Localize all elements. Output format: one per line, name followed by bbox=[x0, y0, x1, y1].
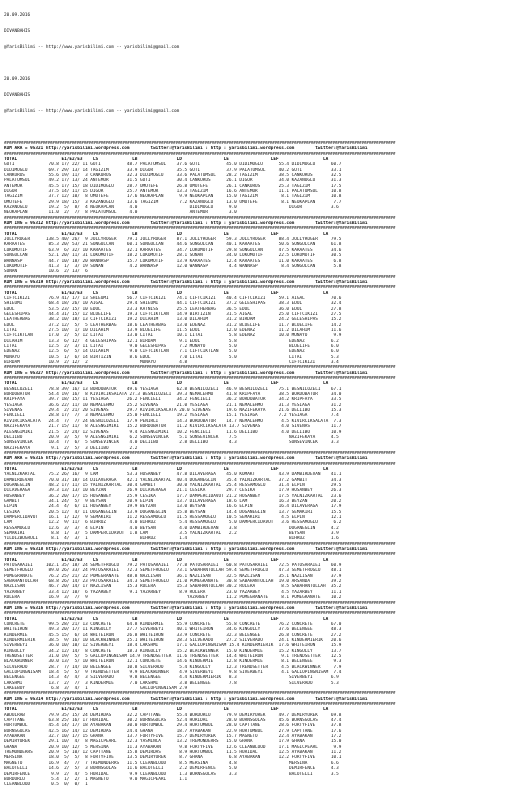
table-row: YESIAGA 36.6 22/ 11/ 10 NEMALEHMO 25.2 SIVENAS 21.0 YESIAGA 21.1 NEMALEHMO 31.3 YESIAGA 31.2 bbox=[4, 402, 342, 408]
table-row: POMEGRANATE 76.2 25/ 21/ 22 POMEGRANATE 48.8 NAZLISAN 36.1 NAZLISAN 32.5 NAZLISAN 35.1 NAZLISAN 37.9 bbox=[4, 573, 342, 579]
program-printout bbox=[4, 0, 524, 793]
table-row: SHIEUMI 68.4 18/ 26/ 10 AIGAL 29.4 SHIEUMI 44.1 CIFTCIKIZI 37.2 GELESHIPAS 38.3 EDUL 32.4 bbox=[4, 301, 342, 307]
column-headers: TOTAL E1/E2/E3 LS LB LD LE LEF LA bbox=[4, 381, 329, 387]
table-row: DILAHIM 13.3 6/ 12/ 4 GELESHIPAS 12.1 BIRDAM 9.1 EDUL 5.8 EDENAZ 6.2 bbox=[4, 338, 339, 344]
table-row: CONCRETE 99.5 28/ 21/ 13 CONCRETE 64.8 KINDERMIE 55.9 CONCRETE 55.8 CONCRETE 76.2 CONCRETE 67.0 bbox=[4, 621, 342, 627]
table-row: SONSEVINCEK 10.4 7/ 6/ 5 SONSEVINCEK 4.0 DELIIBO 2.8 DELIIBO 4.3 SONSEVINCEK 3.3 bbox=[4, 440, 339, 446]
separator-rule: ################################################################################################################################################################## bbox=[4, 541, 396, 547]
spacer bbox=[4, 61, 524, 66]
race-block bbox=[4, 691, 524, 787]
table-row: ABDULRAB 79.9 35/ 15/ 24 DEMIRDAS 32.2 CAPTTANE 55.4 BURDURLU 79.9 DEMIRYUREK 49.7 DEMIRYUREK 69.8 bbox=[4, 712, 342, 718]
table-row: CLEANBLOOD 0.5 0/ 0/ 1 bbox=[4, 782, 88, 788]
table-row: HOSANBEY 36.2 20/ 17/ 15 HOSANBEY 25.9 CESIKA 17.7 DAMPERCIDAVUT 21.2 HOSANBEY 17.5 YALNIZKARTAL 23.6 bbox=[4, 493, 342, 499]
separator-rule: ################################################################################################################################################################## bbox=[4, 140, 396, 146]
table-row: GHANA 20.9 10/ 12/ 5 MERSINA 11.3 AYABAKAN 9.8 FORTYFIVE 12.6 CLEANBLOOD 17.1 MAGICPEARL 9.9 bbox=[4, 744, 342, 750]
separator-rule: ################################################################################################################################################################## bbox=[4, 365, 396, 371]
table-row: FENCIELI 28.8 17/ 7/ 3 NEMALEHMO 25.0 FENCIELI 19.2 YESIAGA 15.1 YESIAGA 7.2 YESIAGA 7.4 bbox=[4, 413, 339, 419]
table-row: CIFTCIKIZI 76.9 41/ 17/ 13 SHIEUMI 56.7 CIFTCIKIZI 74.1 CIFTCIKIZI 40.4 CIFTCIKIZI 59.1 AIGAL 70.6 bbox=[4, 295, 342, 301]
table-row: AYABAKAN 32.7 10/ 17/ 15 GHANA 13.7 FORTYFIVE 15.7 DEMIRYUREK 15.7 MAGNETO 22.4 AYABAKAN 17.2 bbox=[4, 734, 342, 740]
separator-rule: ################################################################################################################################################################## bbox=[4, 376, 396, 382]
table-row: LAKEEBOY 6.8 3/ 4/ 1 GALLOPINGNISAM 2.9 bbox=[4, 686, 188, 691]
table-row: SEMETFROGLU 89.0 26/ 33/ 24 PATOSARAIEI 72.3 SEMETFROGLU 73.1 SABAHANTOLLAH 59.4 SEMETFROGLU 47.3 SEMETFROGLU 48.1 bbox=[4, 568, 342, 574]
credit-line: @YarisBilimi -- http://www.yarisbilimi.com -- yarisbilimi@gmail.com bbox=[4, 44, 180, 50]
table-row: UMUTEFE 29.9 18/ 15/ 3 KAZANOGLU 13.6 TAGIZIM 7.2 KAZANOGLU 13.0 UMUTEFE 8.1 NEOKAPLAN 7.7 bbox=[4, 199, 342, 205]
separator-rule: ################################################################################################################################################################## bbox=[4, 552, 396, 558]
table-row: NAZIFEKAYA 9.1 2/ 5/ 3 DELIIBO 2.2 bbox=[4, 445, 138, 451]
table-row: LAKSHMI 13.7 2/ 7/ 3 KINDERMIE 7.0 LAKSHMI 3.8 BELENGEE 7.8 SILVERADO 5.3 bbox=[4, 680, 339, 686]
brand-line-2: DIVANBAHIS bbox=[4, 92, 31, 98]
separator-rule: ################################################################################################################################################################## bbox=[4, 151, 396, 157]
table-row: SABAHANTOLLAH 68.8 26/ 14/ 23 PATOSARAIEI 34.3 SEMETFROGLU 21.0 POMEGRANATE 30.8 SABAHANTOLLAH 19.0 ARSANDA 39.2 bbox=[4, 579, 342, 585]
table-row: NAZLISAN 46.7 20/ 14/ 17 NAZLISAN 15.3 RULERA 15.3 SABAHANTOLLAH 30.2 RULERA 8.5 SABAHANTOLLAH 35.2 bbox=[4, 584, 342, 590]
race-block bbox=[4, 601, 524, 692]
race-block bbox=[4, 451, 524, 542]
table-row: BORDOBATUR 54.4 19/ 16/ 8 KIVIRCIKSALATA 27.3 BESNILOZELI 39.3 NEMALEHMO 41.8 KRIPFAYA 38.5 BORDOBATUR 34.0 bbox=[4, 392, 342, 398]
column-headers: TOTAL E1/E2/E3 LS LB LD LE LEF LA bbox=[4, 231, 329, 237]
column-headers: TOTAL E1/E2/E3 LS LB LD LE LEF LA bbox=[4, 466, 329, 472]
separator-rule: ################################################################################################################################################################## bbox=[4, 600, 396, 606]
table-row: CAPTTANE 63.8 25/ 16/ 17 HURIDAL 30.2 BURNSGOLAS 52.4 HURIDAL 28.0 BURNSGOLAS 45.6 BURNSGOLAS 47.4 bbox=[4, 718, 342, 724]
race-title: KUM ARA = 95315 http://yarisbilimi.wordpress.com twitter:@YarisBilimi : http : yarisbilimi.wordpress.com twitter:@YarisBilimi bbox=[4, 456, 368, 462]
table-row: KINGULLY 34.2 12/ 14/ 8 CONCRETE 18.3 KINGULLY 15.2 BLACKWINNER 15.0 KINDERMIE 15.2 KINGULLY 13.7 bbox=[4, 648, 342, 654]
table-row: GUTI 70.8 17/ 22/ 11 GUTI 48.7 PALATUMSUL 37.6 GUTI 45.0 DIDIMOGLU 55.4 DIDIMOGLU 60.7 bbox=[4, 162, 342, 168]
table-row: HURTUMBUL 45.4 14/ 17/ 18 AYABAKAN 30.0 HURTUMBUL 29.4 HURTUMBUL 28.0 CAPTTANE 28.6 FORTYFIVE 37.8 bbox=[4, 723, 342, 729]
separator-rule: ################################################################################################################################################################## bbox=[4, 691, 396, 697]
table-row: PALATUMSUL 49.2 17/ 13/ 24 ANTEMUR 31.5 GUTI 30.4 CANKURUS 26.1 DIGOR 34.0 KAZANOGLU 31.3 bbox=[4, 178, 342, 184]
table-row: YALNIZKARTAL 75.2 26/ 16/ 9 LAM 53.3 HOSANBEY 47.8 DILAVERAGA 45.0 KOMAKT 43.9 DAMBIRDEVAN 41.1 bbox=[4, 472, 342, 478]
table-row: WANNASP 44.7 10/ 18/ 20 WANNASP 15.7 LOKOMOTIF 13.9 KARAATES 12.4 KARAATES 11.0 KARAATES 6.8 bbox=[4, 258, 342, 264]
table-row: JOLLYROGER 138.5 40/ 26/ 9 JOLLYROGER 79.1 JOLLYROGER 87.1 JOLLYROGER 59.3 JOLLYROGER 88.4 JOLLYROGER 79.5 bbox=[4, 237, 342, 243]
table-row: CANKURUS 55.6 19/ 11/ 3 CANKURUS 32.3 DIDIMOGLU 33.6 PALATUMSUL 28.2 TAGIZIM 38.5 CANKURUS 32.5 bbox=[4, 173, 342, 178]
table-row: GELESHIPAS 44.4 31/ 15/ 12 BLUELIFE 19.3 CIFTCIKTLAN 14.9 BIRTIZIN 31.5 AIGAL 25.0 CIFTCIKIZI 27.5 bbox=[4, 311, 342, 317]
table-row: CIFTCIKTLAN 17.0 2/ 5/ 12 LITAI 13.0 LITAI 10.1 LITAI 5.8 EDENAZ 10.0 MUNAYO 9.9 bbox=[4, 333, 342, 339]
table-row: PATOSARAIEI 102.1 35/ 18/ 24 SEMETFROGLU 79.2 PATOSARAIEI 77.8 PATOSARAIEI 60.8 PATOSARAIEI 72.5 PATOSARAIEI 60.9 bbox=[4, 563, 342, 569]
race-title: KUM ARA = 95321 http://yarisbilimi.wordpress.com twitter:@YarisBilimi : http : yarisbilimi.wordpress.com twitter:@YarisBilimi bbox=[4, 146, 368, 152]
separator-rule: ################################################################################################################################################################## bbox=[4, 611, 396, 617]
separator-rule: ################################################################################################################################################################## bbox=[4, 461, 396, 467]
table-row: NEOKAPLAN 11.0 2/ 7/ 8 PALATUMSUL 4.0 ANTEMUR 3.0 bbox=[4, 210, 237, 216]
table-row: EDUL 37.2 12/ 5/ 5 LEATHERBAG 18.6 LEATHERBAG 13.0 EDENAZ 31.2 BLUELIFE 11.7 BLUELIFE 14.2 bbox=[4, 322, 342, 328]
table-row: BURNSGOLAS 42.5 16/ 14/ 12 DEMIRDAS 24.4 GHANA 18.7 AYABAKAN 22.9 HURTUMBUL 27.9 CAPTTANE 17.6 bbox=[4, 728, 342, 734]
table-row: LAM 12.2 9/ 11/ 6 BIHRUZ 4.0 BIHRUZ 5.4 RESSAMOGLU 5.0 DAMPERCIDAVUT 3.6 RESSAMOGLU 6.2 bbox=[4, 520, 342, 526]
spacer bbox=[4, 125, 524, 130]
table-row: SUNAN 10.6 2/ 13/ 6 bbox=[4, 269, 88, 275]
table-row: DOGANEGLIN 48.2 17/ 11/ 15 YALNIZKARTAL 30.4 GAMBIT 30.0 YALNIZKARTAL 25.4 RESSAMOGLU 31.4 ELPIN 29.5 bbox=[4, 482, 342, 488]
separator-rule: ################################################################################################################################################################## bbox=[4, 702, 396, 708]
table-row: LITAI 12.5 2/ 3/ 11 LITAI 9.0 GELESHIPAS 7.2 MUNAYO 5.0 BLUELIFE 6.0 bbox=[4, 344, 339, 349]
table-row: DIGOR 37.5 14/ 11/ 15 DIGOR 25.7 ANTEMUR 13.3 TAGIZIM 16.6 ANTEMUR 11.1 PALATUMSUL 10.8 bbox=[4, 189, 342, 195]
table-row: SIVERBEYI 36.0 10/ 10/ 12 SIVERBEYI 18.4 LAKSHMI 17.1 GALLOPINGNISAM 15.4 KINDERMIERIK 17.6 WHITEIRON 15.9 bbox=[4, 643, 342, 649]
race-title: KUM ING = 95327 http://yarisbilimi.wordpress.com twitter:@YarisBilimi : http : yarisbilimi.wordpress.com twitter:@YarisBilimi bbox=[4, 370, 368, 376]
table-row: TAGIZIM 37.7 12/ 10/ 8 UMUTEFE 17.6 NEOKAPLAN 9.9 NEOKAPLAN 15.0 TAGIZIM 8.1 TAGIZIM 10.8 bbox=[4, 194, 342, 200]
table-row: MUNAYO 10.5 1/ 6/ 14 BIRTIZIN 8.6 EDUL 7.0 LITAI 5.0 LITAI 5.3 bbox=[4, 354, 339, 360]
table-row: DIDIMOGLU 69.7 29/ 13/ 14 TAGIZIM 33.9 DIGOR 35.5 GUTI 37.9 PALATUMSUL 40.2 GUTI 33.1 bbox=[4, 167, 342, 173]
table-row: EDUL 53.5 23/ 15/ 10 EDUL 23.3 KATNISS 25.5 LEATHERBAG 36.5 EDUL 36.0 EDUL 27.8 bbox=[4, 306, 342, 312]
table-row: LOKOMOTIF 41.3 1/ 3/ 19 SUNAN 4.2 WANNASP 12.0 WANNASP 4.4 WANNASP 8.4 SONGULCAN 5.8 bbox=[4, 263, 342, 269]
brand-line: DIVANBAHIS bbox=[4, 28, 31, 34]
table-row: SONGULCAN 52.1 20/ 11/ 31 LOKOMOTIF 18.2 LOKOMOTIF 28.1 SUNAN 34.0 LOKOMOTIF 22.5 LOKOMOTIF 30.5 bbox=[4, 253, 342, 259]
race-block bbox=[4, 275, 524, 366]
table-row: MERSINA 18.0 5/ 5/ 8 FORTYFIVE 13.5 DEMIRYUREK 8.7 GHANA 6.8 AYABAKAN 12.2 FORTYFIVE 10.1 bbox=[4, 755, 342, 761]
table-row: DAMPERCIDAVUT 16.1 1/ 12/ 9 SEMAKIRI 11.2 RESSAMOGLU 11.5 RESSAMOGLU 10.5 SEMAKIRI 4.5 ELPIN 12.1 bbox=[4, 515, 342, 520]
column-headers: TOTAL E1/E2/E3 LS LB LD LE LEF LA bbox=[4, 616, 329, 622]
race-title: KUM ING = 95314 http://yarisbilimi.wordpress.com twitter:@YarisBilimi : http : yarisbilimi.wordpress.com twitter:@YarisBilimi bbox=[4, 696, 368, 702]
race-block bbox=[4, 141, 524, 216]
table-row: YILDIZBUGRULI 8.1 4/ 3/ 1 BIHRUZ 1.4 BIHRUZ 1.6 bbox=[4, 536, 339, 542]
table-row: GALLOPINGNISAM 18.4 5/ 5/ 9 TRENDSETTER 9.9 BLACKWINNER 4.9 SIVERBEYI 9.8 SIVERBEYI 4.1 GALLOPINGNISAM 7.4 bbox=[4, 669, 342, 675]
table-row: CESIKA 20.5 12/ 4/ 11 DOGANEGLIN 13.9 DOGANEGLIN 15.8 BEYSAN 14.4 DOGANEGLIN 13.7 SEMAKIRI 15.5 bbox=[4, 509, 342, 515]
table-row: TRENDSETTER 31.0 19/ 5/ 5 GALLOPINGNISAM 14.9 TRENDSETTER 11.6 TRENDSETTER 14.4 WHITEIRON 9.1 TRENDSETTER 12.5 bbox=[4, 653, 342, 659]
race-tables bbox=[4, 141, 524, 788]
race-block bbox=[4, 365, 524, 451]
credit-line-2: @YarisBilimi -- http://www.yarisbilimi.com -- yarisbilimi@gmail.com bbox=[4, 108, 180, 114]
table-row: SILVERADO 28.7 7/ 14/ 10 BELENGEE 10.8 SILVERADO 5.4 KINGULLY 12.3 TRENDSETTER 4.5 BLACKWINNER 7.9 bbox=[4, 664, 342, 670]
column-headers: TOTAL E1/E2/E3 LS LB LD LE LEF LA bbox=[4, 557, 329, 563]
table-row: WHITEIRON 49.3 20/ 17/ 11 KINGULLY 27.7 SIVERBEYI 40.1 WHITEIRON 34.6 KINGULLY 37.6 BELENGEE 48.3 bbox=[4, 627, 342, 633]
race-block bbox=[4, 216, 524, 275]
table-row: LOKOMOTIF 63.9 6/ 32/ 10 KARAATES 32.1 KARAATES 34.7 LOKOMOTIF 29.8 SONGULCAN 47.5 KARAATES 34.6 bbox=[4, 247, 342, 253]
column-headers: TOTAL E1/E2/E3 LS LB LD LE LEF LA bbox=[4, 156, 329, 162]
table-row: ELPIN 24.4 4/ 6/ 11 HOSANBEY 19.9 BEYZAN 13.0 BEYSAN 16.6 ELPIN 16.4 DILAVERAGA 17.9 bbox=[4, 504, 342, 510]
table-row: KARAATES 85.3 20/ 53/ 21 SONGULCAN 60.1 SONGULCAN 44.6 SONGULCAN 40.1 KARAATES 50.6 SONGULCAN 61.8 bbox=[4, 242, 342, 248]
table-row: BLACKWINNER 30.0 13/ 5/ 10 WHITEIRON 12.1 CONCRETE 14.6 KINDERMIE 12.8 KINDERMIE 8.1 BELENGEE 9.3 bbox=[4, 659, 342, 665]
separator-rule: ################################################################################################################################################################## bbox=[4, 285, 396, 291]
table-row: LEATHERBAG 38.2 10/ 18/ 13 CIFTCIKIZI 19.2 DILAHIM 13.0 DILAHIM 31.2 BIRDAM 24.2 GELESHIPAS 15.2 bbox=[4, 317, 342, 323]
column-headers: TOTAL E1/E2/E3 LS LB LD LE LEF LA bbox=[4, 290, 329, 296]
separator-rule: ################################################################################################################################################################## bbox=[4, 215, 396, 221]
table-row: DAMBIRDEVAN 70.0 31/ 18/ 14 DILAVERAGA 42.1 YALNIZKARTAL 40.4 DOGANEGLIN 35.4 YALNIZKARTAL 37.2 GAMBIT 34.3 bbox=[4, 477, 342, 483]
table-row: BESNILOZELI 78.8 39/ 16/ 13 BORDOBATUR 49.6 YESIAGA 62.8 BESNILOZELI 46.9 BESNILOZELI 75.1 BESNILOZELI 67.1 bbox=[4, 386, 342, 392]
race-title: KUM ING = 95316 http://yarisbilimi.wordpress.com twitter:@YarisBilimi : http : yarisbilimi.wordpress.com twitter:@YarisBilimi bbox=[4, 605, 368, 611]
race-title: KUM ING = 95312 http://yarisbilimi.wordpress.com twitter:@YarisBilimi : http : yarisbilimi.wordpress.com twitter:@YarisBilimi bbox=[4, 221, 368, 227]
table-row: MAGNETO 16.9 4/ 7/ 7 TREMONDERRS 11.5 CLEANBLOOD 8.5 MERSINA 4.8 MERSINA 6.6 bbox=[4, 760, 339, 766]
table-row: BALOTELLI 14.6 2/ 5/ 3 BURNSGOLAS 11.6 BALOTELLI 2.2 DEMIRFENCE 5.0 DEMIRFENCE 4.3 bbox=[4, 766, 339, 772]
table-row: DILAVERAGA 39.3 13/ 13/ 10 BEYZAN 26.9 DILAVERAGA 21.1 CESIKA 29.7 CESIKA 17.9 HOSANBEY 26.3 bbox=[4, 488, 342, 494]
table-row: KIVIRCIKSALATA 24.4 7/ 7/ 24 BESNILOZELI 17.9 PENIRLI 14.3 BORDOBATUR 14.7 NEMALEHMO 4.5 KIVIRCIKSALATA 7.3 bbox=[4, 418, 342, 424]
table-row: BIRDAM 10.9 2/ 12/ 2 MUNAYO 4.8 CIFTCIKIZI 3.4 bbox=[4, 360, 339, 366]
table-row: GAMBIT 34.1 24/ 5/ 9 BEYSAN 20.9 ELPIN 13.7 DILAVERAGA 18.6 LAM 16.3 BEYZAN 20.2 bbox=[4, 498, 342, 504]
date-line-2: 20.09.2016 bbox=[4, 76, 31, 82]
table-row: SEMAKIRI 8.8 1/ 3/ 5 DAMPERCIDAVUT 1.8 LAM 3.5 YALNIZKARTAL 2.2 BEYSAN 3.9 bbox=[4, 531, 339, 537]
table-row: LITAI 27.5 10/ 1/ 10 DILAHIM 13.9 BLUELIFE 11.5 EDUL 12.0 EDENAZ 11.2 DILAHIM 11.6 bbox=[4, 327, 342, 333]
table-row: NAZIFEKAYA 21.7 15/ 11/ 8 ALESNGIMIKI 15.2 BORDOBATUR 11.2 KIVIRCIKSALATA 13.7 SIVENAS 4.0 SIVENAS 11.7 bbox=[4, 424, 342, 430]
separator-rule: ################################################################################################################################################################## bbox=[4, 226, 396, 232]
table-row: RESSAMOGLU 12.6 3/ 3/ 4 ELPIN 4.0 BEYSAN 4.0 DAMBIRDEVAN 3.8 DOGANEGLIN 4.2 bbox=[4, 525, 339, 531]
separator-rule: ################################################################################################################################################################## bbox=[4, 450, 396, 456]
column-headers: TOTAL E1/E2/E3 LS LB LD LE LEF LA bbox=[4, 707, 329, 713]
separator-rule: ################################################################################################################################################################## bbox=[4, 274, 396, 280]
race-block bbox=[4, 542, 524, 601]
table-row: BELENGEE 14.3 4/ 4/ 3 SILVERADO 9.8 BELENGEE 4.4 KINDERMIERIK 8.3 SIVERBEYI 6.9 bbox=[4, 675, 339, 681]
table-row: DELIIBO 20.9 3/ 5/ 9 ALESNGIMIKI 6.2 SONSEVINCEK 5.1 SONSEVINCEK 7.5 NAZIFEKAYA 4.5 bbox=[4, 434, 339, 440]
table-row: TREMONDERRS 20.9 5/ 10/ 12 CAPTTANE 15.8 DEMIRDAS 8.9 HURTUMBUL 11.5 HURIDAL 12.5 AYABAKAN 11.2 bbox=[4, 750, 342, 756]
table-row: KINDERMIERIK 38.5 9/ 16/ 10 BLACKWINNER 25.1 WHITEIRON 28.3 SILVERADO 27.2 SILVERADO 24.1 KINDERMIERIK 20.6 bbox=[4, 637, 342, 643]
table-row: KINDERMIE 45.5 15/ 6/ 14 WHITEIRON 26.8 WHITEIRON 33.9 CONCRETE 32.3 BELENGEE 26.8 CONCRETE 27.2 bbox=[4, 632, 342, 638]
table-row: DEMIRFENCE 9.9 2/ 4/ 5 HURIDAL 9.9 CLEANBLOOD 1.3 BURNSGOLAS 3.3 BALOTELLI 3.5 bbox=[4, 771, 339, 777]
table-row: DEMIRYUREK 29.1 10/ 4/ 8 MAGICPEARL 12.3 YASMINCA 13.2 TREMONDERRS 15.0 GHANA 17.9 GHANA 15.0 bbox=[4, 739, 342, 745]
table-row: ALESNGIMIKI 21.5 2/ 24/ 12 SIVENAS 9.4 ALESNGIMIKI 10.2 FENCIELI 11.6 DELIIBO 4.0 DELIIBO 10.9 bbox=[4, 429, 342, 435]
date-line: 20.09.2016 bbox=[4, 12, 31, 18]
table-row: YAZARBEY 33.4 12/ 10/ 6 YAZARBEY 9.1 YAZARBEY 8.9 RULERA 23.0 YAZARBEY 4.5 YAZARBEY 11.1 bbox=[4, 589, 342, 595]
table-row: KRIPFAYA 39.7 18/ 15/ 11 YESIAGA 26.2 FENCIELI 34.2 FENCIELI 36.2 BORDOBATUR 34.2 KRIPFAYA 33.5 bbox=[4, 397, 342, 403]
table-row: ANTEMUR 45.5 17/ 15/ 18 DIDIMOGLU 28.7 UMUTEFE 26.8 UMUTEFE 26.1 CANKURUS 25.3 TAGIZIM 17.5 bbox=[4, 183, 342, 189]
table-row: BURDURLU 5.4 1/ 2/ 1 MAGNETO 9.0 MAGICPEARL 1.1 bbox=[4, 776, 188, 782]
table-row: RULERA 16.9 3/ 7/ 9 YAZARBEY 11.2 POMEGRANATE 8.1 POMEGRANATE 10.2 bbox=[4, 595, 342, 601]
table-row: KAZANOGLU 19.2 5/ 8/ 4 NEOKAPLAN 4.0 DIDIMOGLU 9.0 DIGOR 3.6 bbox=[4, 205, 339, 211]
race-title: KUM ING = 95318 http://yarisbilimi.wordpress.com twitter:@YarisBilimi : http : yarisbilimi.wordpress.com twitter:@YarisBilimi bbox=[4, 547, 368, 553]
race-title: KUM ING = 95319 http://yarisbilimi.wordpress.com twitter:@YarisBilimi : http : yarisbilimi.wordpress.com twitter:@YarisBilimi bbox=[4, 279, 368, 285]
table-row: SIVENAS 29.4 2/ 21/ 20 SIVENAS 29.7 KIVIRCIKSALATA 20.0 SIVENAS 19.6 NAZIFEKAYA 21.6 DELIIBO 15.3 bbox=[4, 408, 342, 414]
table-row: EDENAZ 12.5 6/ 5/ 14 DILAHIM 9.0 CIFTCIKTLAN 7.1 CIFTCIKTLAN 5.0 EDENAZ 6.0 bbox=[4, 349, 339, 355]
